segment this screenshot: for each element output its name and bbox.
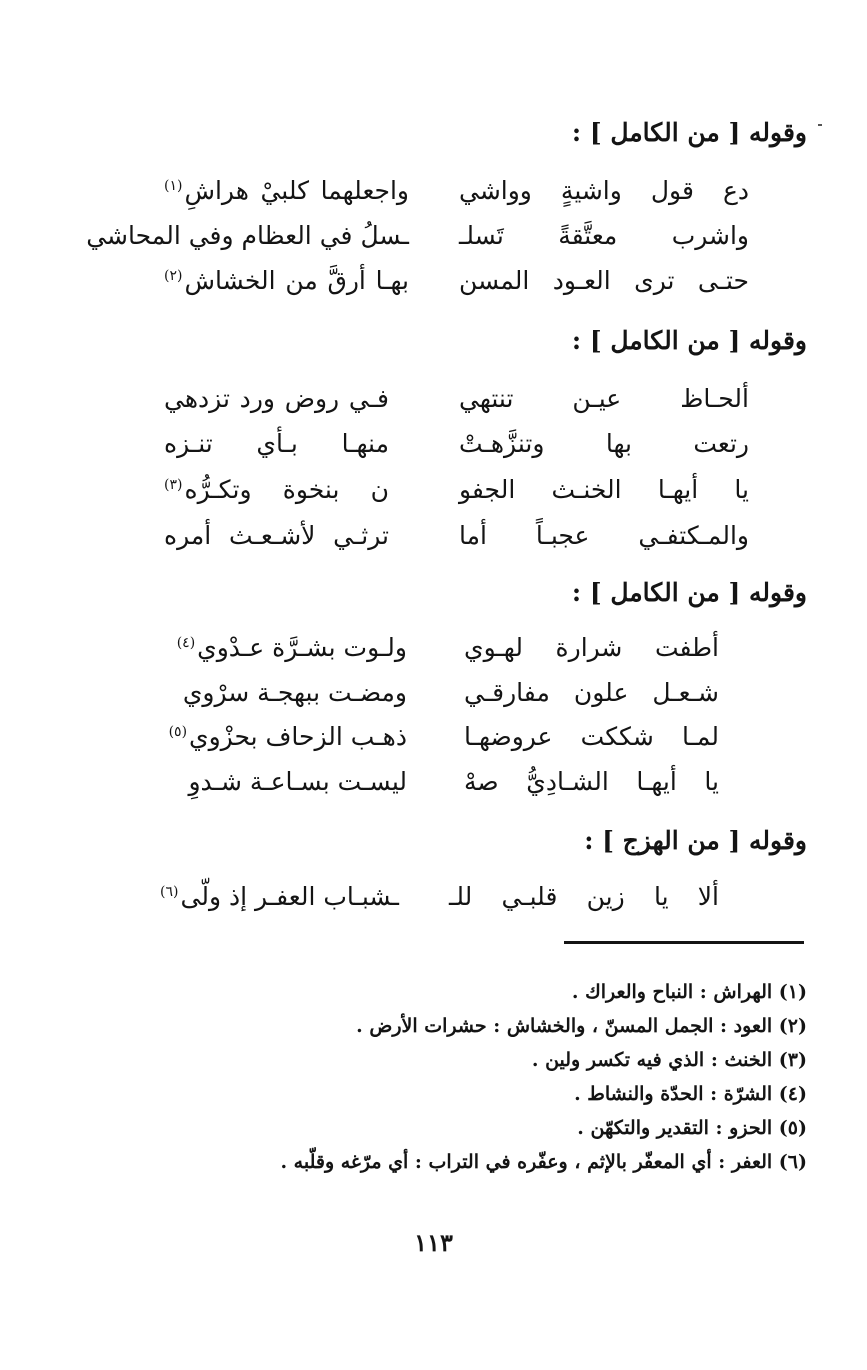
verse-line (164, 429, 749, 473)
first-hemistich: ألحـاظ عيـن تنتهي (459, 384, 749, 413)
second-hemistich: واجعلهما كلبيْ هراشِ$^{(١)}$ (164, 176, 409, 205)
second-hemistich: ذهـب الزحاف بحزْوي$^{(٥)}$ (168, 722, 407, 751)
verse-line (86, 221, 749, 265)
second-hemistich: ليسـت بسـاعـة شـدوِ (188, 767, 407, 796)
section-intro: وقوله [ من الكامل ] : (571, 118, 807, 147)
footnote-marker: (٥) (168, 723, 188, 740)
footnote-marker: (٣) (164, 476, 183, 493)
second-hemistich: ـسلُ في العظام وفي المحاشي (86, 221, 409, 250)
page-number: ١١٣ (414, 1228, 453, 1257)
footnote: (١) الهراش : النباح والعراك . (571, 981, 807, 1003)
first-hemistich: دع قول واشيةٍ وواشي (459, 176, 749, 205)
first-hemistich: رتعت بها وتنزَّهـتْ (459, 429, 749, 458)
first-hemistich: شـعـل علون مفارقـي (464, 678, 719, 707)
second-hemistich: ترثـي لأشـعـث أمره (164, 521, 389, 550)
verse-line (189, 767, 719, 811)
first-hemistich: ألا يا زين قلبـي للـ (449, 882, 719, 911)
footnote-marker: (١) (164, 177, 183, 194)
section-intro: وقوله [ من الهزج ] : (584, 826, 807, 855)
first-hemistich: يا أيهـا الشـادِيُّ صهْ (464, 767, 719, 796)
second-hemistich: ومضـت ببهجـة سرْوي (182, 678, 407, 707)
second-hemistich: فـي روض ورد تزدهي (164, 384, 389, 413)
section-intro: وقوله [ من الكامل ] : (571, 578, 807, 607)
second-hemistich: بهـا أرقَّ من الخشاش$^{(٢)}$ (164, 266, 409, 295)
verse-line (164, 384, 749, 428)
footnote: (٣) الخنث : الذي فيه تكسر ولين . (531, 1049, 807, 1071)
footnotes (247, 975, 807, 1179)
second-hemistich: ن بنخوة وتكـرُّه$^{(٣)}$ (164, 475, 389, 504)
verse-line (164, 176, 749, 220)
first-hemistich: حتـى ترى العـود المسن (459, 266, 749, 295)
second-hemistich: ـشبـاب العفـر إذ ولّى$^{(٦)}$ (160, 882, 399, 911)
footnote: (٥) الحزو : التقدير والتكهّن . (577, 1117, 807, 1139)
first-hemistich: واشرب معتَّقةً تَسلـ (459, 221, 749, 250)
footnote-marker: (٦) (160, 883, 179, 900)
second-hemistich: منهـا بـأي تنـزه (164, 429, 389, 458)
verse-line (164, 475, 749, 519)
verse-line (168, 722, 719, 766)
first-hemistich: لمـا شككت عروضهـا (464, 722, 719, 751)
footnote: (٤) الشرّة : الحدّة والنشاط . (574, 1083, 807, 1105)
section-intro: وقوله [ من الكامل ] : (571, 326, 807, 355)
verse-line (160, 882, 719, 926)
verse-line (164, 521, 749, 565)
footnote: (٦) العفر : أي المعفّر بالإثم ، وعفّره في التراب : أي مرّغه وقلّبه . (280, 1151, 807, 1173)
footnote-marker: (٤) (176, 634, 196, 651)
verse-line (164, 266, 749, 310)
verse-line (182, 678, 719, 722)
footnote-marker: (٢) (164, 267, 183, 284)
first-hemistich: أطفت شرارة لهـوي (464, 633, 719, 662)
footnote-separator (564, 941, 804, 944)
first-hemistich: والمـكتفـي عجبـاً أما (459, 521, 749, 550)
verse-line (176, 633, 719, 677)
footnote: (٢) العود : الجمل المسنّ ، والخشاش : حشرات الأرض . (356, 1015, 807, 1037)
first-hemistich: يا أيهـا الخنـث الجفو (459, 475, 749, 504)
second-hemistich: ولـوت بشـرَّة عـدْوي$^{(٤)}$ (176, 633, 407, 662)
print-mark (818, 124, 822, 126)
